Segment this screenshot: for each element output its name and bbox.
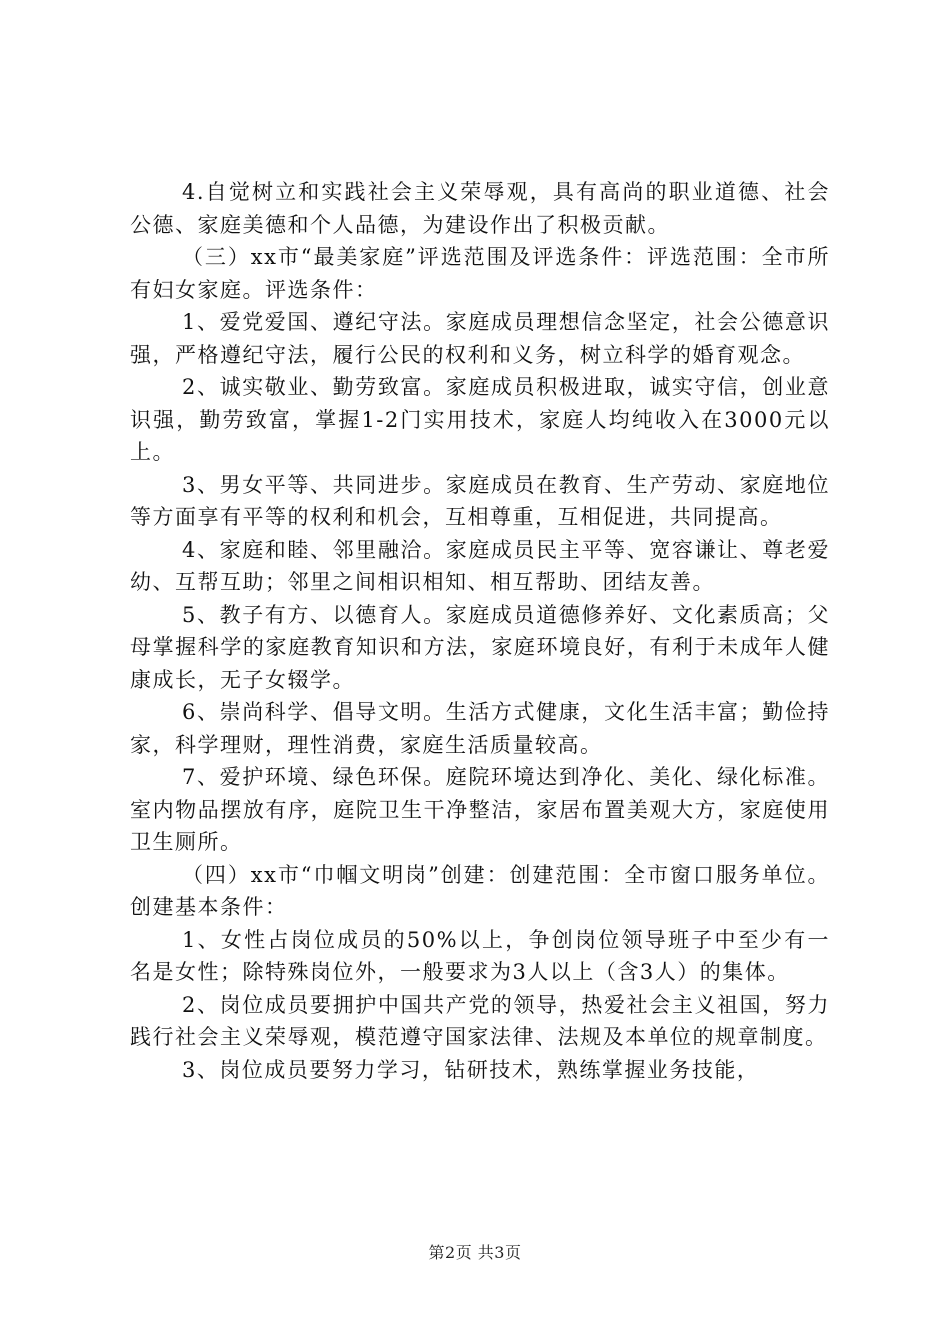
paragraph: 2、岗位成员要拥护中国共产党的领导，热爱社会主义祖国，努力践行社会主义荣辱观，模范遵守国家法律、法规及本单位的规章制度。 xyxy=(130,992,830,1049)
paragraph: 7、爱护环境、绿色环保。庭院环境达到净化、美化、绿化标准。室内物品摆放有序，庭院卫生干净整洁，家居布置美观大方，家庭使用卫生厕所。 xyxy=(130,765,830,854)
paragraph: 1、女性占岗位成员的50%以上，争创岗位领导班子中至少有一名是女性；除特殊岗位外，一般要求为3人以上（含3人）的集体。 xyxy=(130,927,830,984)
paragraph: 2、诚实敬业、勤劳致富。家庭成员积极进取，诚实守信，创业意识强，勤劳致富，掌握1-2门实用技术，家庭人均纯收入在3000元以上。 xyxy=(130,375,830,464)
paragraph: 6、崇尚科学、倡导文明。生活方式健康，文化生活丰富；勤俭持家，科学理财，理性消费，家庭生活质量较高。 xyxy=(130,700,830,757)
paragraph: 5、教子有方、以德育人。家庭成员道德修养好、文化素质高；父母掌握科学的家庭教育知识和方法，家庭环境良好，有利于未成年人健康成长，无子女辍学。 xyxy=(130,602,830,692)
page-number-footer: 第2页 共3页 xyxy=(428,1243,522,1262)
document-body xyxy=(130,176,830,1086)
paragraph: 3、男女平等、共同进步。家庭成员在教育、生产劳动、家庭地位等方面享有平等的权利和机会，互相尊重，互相促进，共同提高。 xyxy=(130,472,830,529)
section-heading-paragraph: （三）xx市“最美家庭”评选范围及评选条件：评选范围：全市所有妇女家庭。评选条件： xyxy=(130,245,830,302)
paragraph: 3、岗位成员要努力学习，钻研技术，熟练掌握业务技能， xyxy=(182,1057,760,1082)
section-heading-paragraph: （四）xx市“巾帼文明岗”创建：创建范围：全市窗口服务单位。创建基本条件： xyxy=(130,862,830,919)
paragraph: 1、爱党爱国、遵纪守法。家庭成员理想信念坚定，社会公德意识强，严格遵纪守法，履行公民的权利和义务，树立科学的婚育观念。 xyxy=(130,310,830,367)
paragraph: 4、家庭和睦、邻里融洽。家庭成员民主平等、宽容谦让、尊老爱幼、互帮互助；邻里之间相识相知、相互帮助、团结友善。 xyxy=(130,537,830,594)
paragraph: 4.自觉树立和实践社会主义荣辱观，具有高尚的职业道德、社会公德、家庭美德和个人品德，为建设作出了积极贡献。 xyxy=(130,180,830,237)
